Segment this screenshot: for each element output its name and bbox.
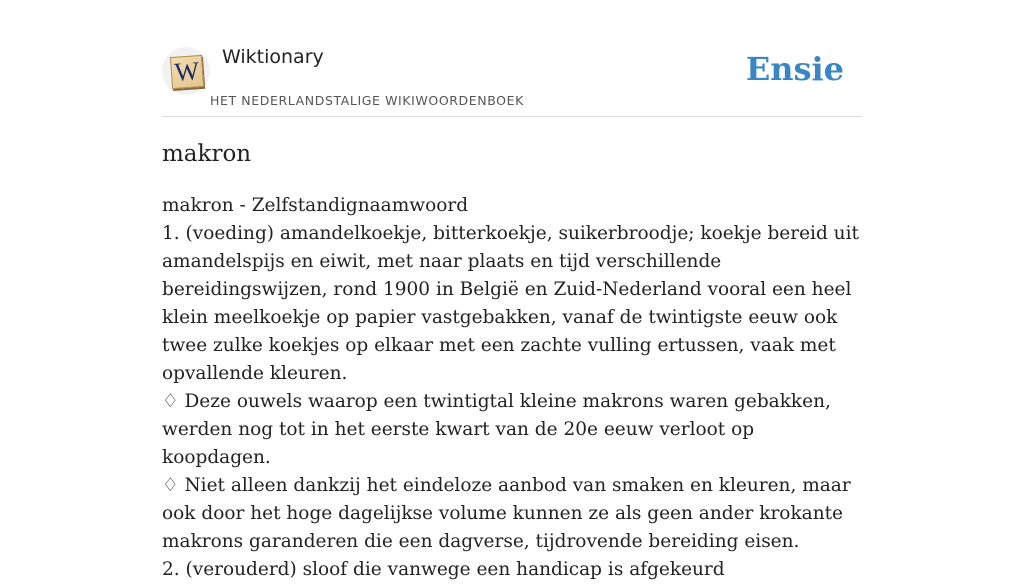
example-1: ♢ Deze ouwels waarop een twintigtal kleine makrons waren gebakken, werden nog tot in het eerste kwart van de 20e eeuw verloot op koopdagen.: [162, 391, 831, 468]
entry-content: [162, 136, 862, 584]
ensie-brand-logo[interactable]: Ensie: [745, 50, 844, 88]
entry-definition: [162, 192, 862, 584]
entry-headword-line: makron - Zelfstandignaamwoord: [162, 195, 469, 216]
site-name[interactable]: Wiktionary: [222, 46, 324, 68]
site-tagline: HET NEDERLANDSTALIGE WIKIWOORDENBOEK: [210, 93, 524, 108]
example-2: ♢ Niet alleen dankzij het eindeloze aanbod van smaken en kleuren, maar ook door het hoge dagelijkse volume kunnen ze als geen ander krokante makrons garanderen die een dagverse, tijdrovende bereiding eisen.: [162, 475, 851, 552]
entry-title: makron: [162, 141, 252, 167]
wiktionary-w-tile-icon: W: [170, 55, 204, 89]
definition-1: 1. (voeding) amandelkoekje, bitterkoekje, suikerbroodje; koekje bereid uit amandelspijs en eiwit, met naar plaats en tijd verschillende bereidingswijzen, rond 1900 in België en Zuid-Nederland vooral een heel klein meelkoekje op papier vastgebakken, vanaf de twintigste eeuw ook twee zulke koekjes op elkaar met een zachte vulling ertussen, vaak met opvallende kleuren.: [162, 223, 859, 384]
wiktionary-logo[interactable]: [162, 47, 210, 95]
definition-2: 2. (verouderd) sloof die vanwege een handicap is afgekeurd: [162, 559, 725, 580]
site-header: [162, 0, 862, 117]
